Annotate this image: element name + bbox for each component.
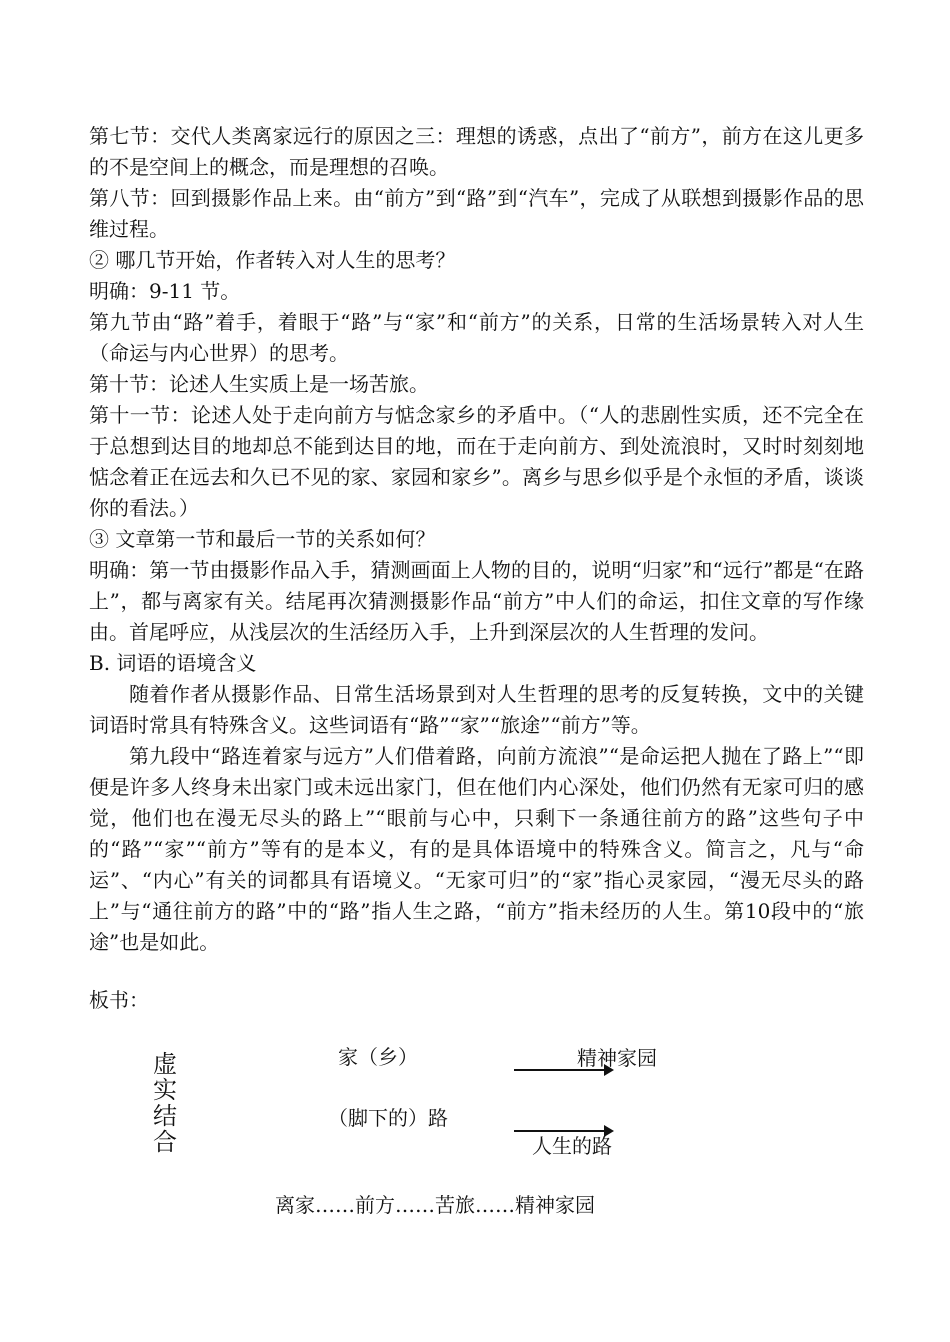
- answer-2: 明确：9-11 节。: [89, 279, 241, 303]
- board-summary: 离家……前方……苦旅……精神家园: [275, 1193, 595, 1217]
- vertical-char: 合: [153, 1128, 177, 1156]
- vertical-char: 虚: [153, 1050, 177, 1078]
- lesson-text: [89, 121, 864, 958]
- board-label: 板书：: [89, 988, 149, 1012]
- question-2: ② 哪几节开始，作者转入对人生的思考？: [89, 248, 456, 272]
- paragraph-section-11: 第十一节：论述人处于走向前方与惦念家乡的矛盾中。（“人的悲剧性实质，还不完全在于总想到达目的地却总不能到达目的地，而在于走向前方、到处流浪时，又时时刻刻地惦念着正在远去和久已不见的家、家园和家乡”。离乡与思乡似乎是个永恒的矛盾，谈谈你的看法。）: [89, 403, 864, 520]
- board-home: 家（乡）: [338, 1045, 418, 1069]
- board-life-road: 人生的路: [532, 1134, 612, 1158]
- vertical-char: 实: [153, 1076, 177, 1104]
- paragraph-section-8: 第八节：回到摄影作品上来。由“前方”到“路”到“汽车”，完成了从联想到摄影作品的思维过程。: [89, 186, 864, 241]
- paragraph-context-intro: 随着作者从摄影作品、日常生活场景到对人生哲理的思考的反复转换，文中的关键词语时常具有特殊含义。这些词语有“路”“家”“旅途”“前方”等。: [89, 682, 864, 737]
- arrow-right-icon: [514, 1130, 612, 1132]
- paragraph-context-detail: 第九段中“路连着家与远方”人们借着路，向前方流浪”“是命运把人抛在了路上”“即便是许多人终身未出家门或未远出家门，但在他们内心深处，他们仍然有无家可归的感觉，他们也在漫无尽头的路上”“眼前与心中，只剩下一条通往前方的路”这些句子中的“路”“家”“前方”等有的是本义，有的是具体语境中的特殊含义。简言之，凡与“命运”、“内心”有关的词都具有语境义。“无家可归”的“家”指心灵家园，“漫无尽头的路上”与“通往前方的路”中的“路”指人生之路，“前方”指未经历的人生。第10段中的“旅途”也是如此。: [89, 744, 864, 954]
- heading-b: B. 词语的语境含义: [89, 651, 257, 675]
- paragraph-section-10: 第十节：论述人生实质上是一场苦旅。: [89, 372, 429, 396]
- answer-3: 明确：第一节由摄影作品入手，猜测画面上人物的目的，说明“归家”和“远行”都是“在路上”，都与离家有关。结尾再次猜测摄影作品“前方”中人们的命运，扣住文章的写作缘由。首尾呼应，从浅层次的生活经历入手，上升到深层次的人生哲理的发问。: [89, 558, 864, 644]
- question-3: ③ 文章第一节和最后一节的关系如何？: [89, 527, 436, 551]
- paragraph-section-7: 第七节：交代人类离家远行的原因之三：理想的诱惑，点出了“前方”，前方在这儿更多的不是空间上的概念，而是理想的召唤。: [89, 124, 864, 179]
- board-vertical-title: [152, 1051, 178, 1155]
- paragraph-section-9: 第九节由“路”着手，着眼于“路”与“家”和“前方”的关系，日常的生活场景转入对人生（命运与内心世界）的思考。: [89, 310, 864, 365]
- board-road: （脚下的）路: [328, 1106, 448, 1130]
- vertical-char: 结: [153, 1102, 177, 1130]
- board-spiritual-home: 精神家园: [577, 1046, 657, 1070]
